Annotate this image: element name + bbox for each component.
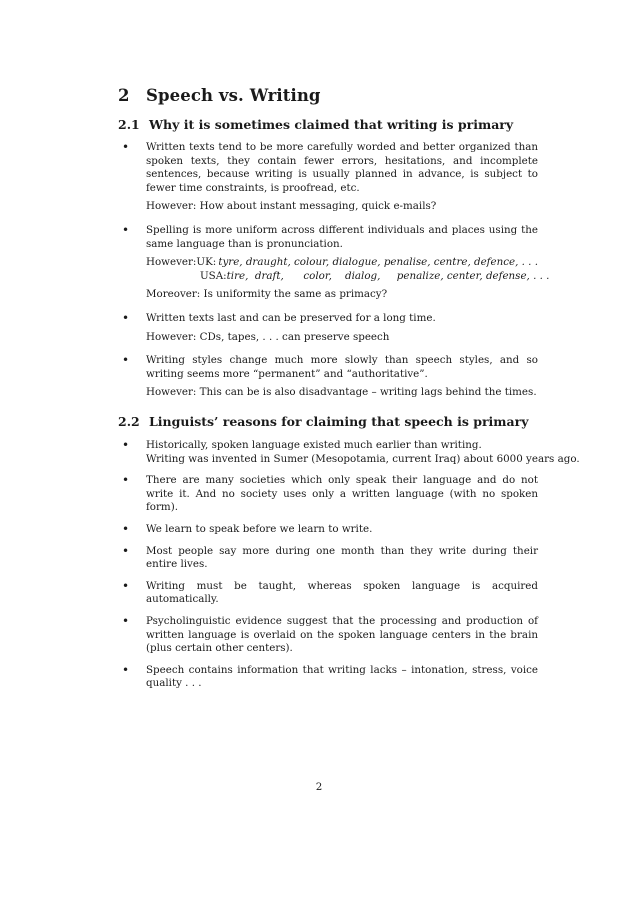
- item-note: However: How about instant messaging, quick e-mails?: [146, 200, 437, 213]
- bullet-icon: •: [122, 310, 130, 325]
- list-item: [118, 664, 538, 691]
- bullet-list-1: [118, 140, 550, 400]
- subsection-heading-2: [118, 414, 528, 429]
- bullet-icon: •: [122, 662, 130, 677]
- example-words-uk: tyre, draught, colour, dialogue, penalise, centre, defence, . . .: [218, 256, 538, 269]
- item-note: Writing was invented in Sumer (Mesopotamia, current Iraq) about 6000 years ago.: [146, 452, 580, 465]
- item-text: Spelling is more uniform across different individuals and places using the same language than is pronunciation.: [146, 223, 538, 250]
- list-item: [118, 354, 538, 400]
- item-note: Moreover: Is uniformity the same as primacy?: [146, 288, 388, 301]
- subsection-title: Linguists’ reasons for claiming that speech is primary: [149, 414, 529, 429]
- section-number: 2: [118, 86, 130, 105]
- bullet-icon: •: [122, 140, 130, 154]
- bullet-icon: •: [122, 578, 130, 593]
- example-label: However:: [146, 256, 197, 269]
- list-item: [118, 523, 538, 537]
- list-item: [118, 545, 538, 572]
- example-key-uk: UK:: [196, 256, 217, 269]
- list-item: [118, 474, 538, 515]
- bullet-icon: •: [122, 613, 130, 628]
- item-text: Written texts last and can be preserved for a long time.: [146, 311, 436, 324]
- bullet-icon: •: [122, 543, 130, 558]
- bullet-icon: •: [122, 521, 130, 536]
- bullet-icon: •: [122, 438, 130, 452]
- bullet-icon: •: [122, 353, 130, 368]
- list-item: [118, 141, 538, 214]
- subsection-number: 2.2: [118, 414, 140, 429]
- item-text: Written texts tend to be more carefully worded and better organized than spoken texts, they contain fewer errors, hesitations, and incomplete sentences, because writing is usually planned in advance, is subject to fewer time constraints, is proofread, etc.: [146, 141, 538, 194]
- section-heading: [118, 86, 321, 105]
- bullet-icon: •: [122, 222, 130, 237]
- list-item: [118, 222, 550, 302]
- item-text: Historically, spoken language existed much earlier than writing.: [146, 439, 482, 451]
- item-text: Most people say more during one month than they write during their entire lives.: [146, 544, 538, 571]
- list-item: [118, 312, 538, 344]
- example-key-usa: USA:: [200, 269, 227, 282]
- example-words-usa: tire, draft, color, dialog, penalize, center, defense, . . .: [226, 269, 550, 282]
- spelling-examples: [146, 256, 550, 283]
- item-text: Psycholinguistic evidence suggest that the processing and production of written language is overlaid on the spoken language centers in the brain (plus certain other centers).: [146, 614, 538, 655]
- item-text: Speech contains information that writing lacks – intonation, stress, voice quality . . .: [146, 663, 538, 690]
- item-text: There are many societies which only speak their language and do not write it. And no society uses only a written language (with no spoken form).: [146, 474, 538, 514]
- item-text: We learn to speak before we learn to write.: [146, 522, 373, 535]
- item-text: Writing styles change much more slowly than speech styles, and so writing seems more “permanent” and “authoritative”.: [146, 354, 538, 380]
- bullet-icon: •: [122, 473, 130, 488]
- example-row-uk: [146, 256, 538, 270]
- section-title: Speech vs. Writing: [146, 86, 321, 105]
- page-number: 2: [315, 781, 323, 793]
- item-note: However: CDs, tapes, . . . can preserve speech: [146, 330, 390, 343]
- example-row-usa: [146, 269, 550, 284]
- bullet-list-2: [118, 438, 580, 691]
- list-item: [118, 580, 538, 607]
- subsection-number: 2.1: [118, 117, 140, 132]
- list-item: [118, 438, 580, 466]
- subsection-heading-1: [118, 117, 513, 132]
- subsection-title: Why it is sometimes claimed that writing is primary: [149, 117, 514, 132]
- item-text: Writing must be taught, whereas spoken language is acquired automatically.: [146, 579, 538, 606]
- list-item: [118, 615, 538, 656]
- item-note: However: This can be is also disadvantage – writing lags behind the times.: [146, 386, 537, 399]
